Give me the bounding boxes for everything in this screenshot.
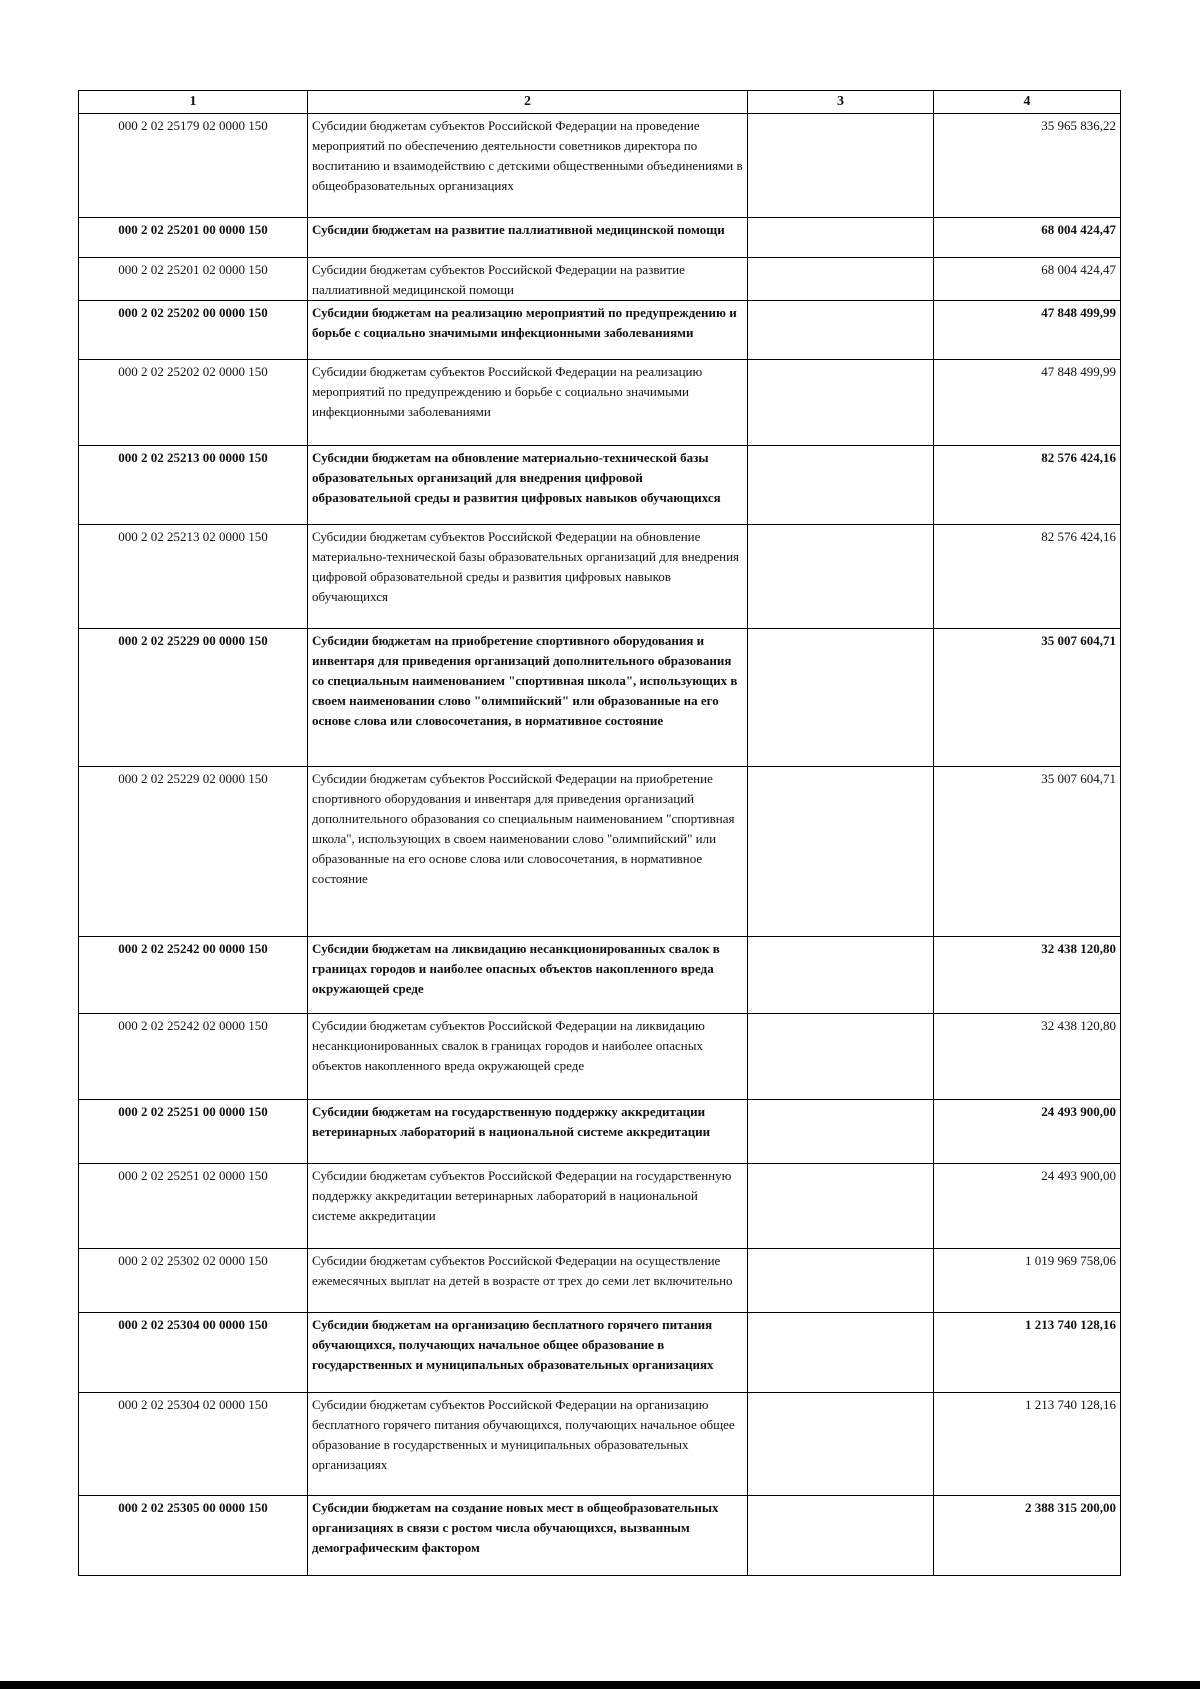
table-row: [79, 258, 1121, 301]
description: Субсидии бюджетам субъектов Российской Федерации на реализацию мероприятий по предупреждению и борьбе с социально значимыми инфекционными заболеваниями: [308, 360, 748, 446]
table-row: [79, 301, 1121, 360]
description: Субсидии бюджетам субъектов Российской Федерации на организацию бесплатного горячего питания обучающихся, получающих начальное общее образование в государственных и муниципальных образовательных организациях: [308, 1393, 748, 1496]
amount: 68 004 424,47: [934, 258, 1121, 301]
budget-code: 000 2 02 25304 02 0000 150: [79, 1393, 308, 1496]
description: Субсидии бюджетам на приобретение спортивного оборудования и инвентаря для приведения организаций дополнительного образования со специальным наименованием "спортивная школа", использующих в своем наименовании слово "олимпийский" или образованные на его основе слова или словосочетания, в нормативное состояние: [308, 629, 748, 767]
amount: 35 965 836,22: [934, 114, 1121, 218]
budget-code: 000 2 02 25305 00 0000 150: [79, 1496, 308, 1576]
header-col-2: 2: [308, 91, 748, 114]
column-3-cell: [748, 301, 934, 360]
amount: 82 576 424,16: [934, 525, 1121, 629]
amount: 82 576 424,16: [934, 446, 1121, 525]
description: Субсидии бюджетам субъектов Российской Федерации на приобретение спортивного оборудования и инвентаря для приведения организаций дополнительного образования со специальным наименованием "спортивная школа", использующих в своем наименовании слово "олимпийский" или образованные на его основе слова или словосочетания, в нормативное состояние: [308, 767, 748, 937]
description: Субсидии бюджетам на организацию бесплатного горячего питания обучающихся, получающих начальное общее образование в государственных и муниципальных образовательных организациях: [308, 1313, 748, 1393]
amount: 1 213 740 128,16: [934, 1393, 1121, 1496]
budget-code: 000 2 02 25201 00 0000 150: [79, 218, 308, 258]
header-col-1: 1: [79, 91, 308, 114]
column-3-cell: [748, 629, 934, 767]
budget-code: 000 2 02 25201 02 0000 150: [79, 258, 308, 301]
description: Субсидии бюджетам субъектов Российской Федерации на обновление материально-технической базы образовательных организаций для внедрения цифровой образовательной среды и развития цифровых навыков обучающихся: [308, 525, 748, 629]
table-row: [79, 629, 1121, 767]
description: Субсидии бюджетам субъектов Российской Федерации на ликвидацию несанкционированных свалок в границах городов и наиболее опасных объектов накопленного вреда окружающей среде: [308, 1014, 748, 1100]
column-3-cell: [748, 767, 934, 937]
budget-code: 000 2 02 25229 02 0000 150: [79, 767, 308, 937]
column-3-cell: [748, 114, 934, 218]
table-row: [79, 1496, 1121, 1576]
column-3-cell: [748, 258, 934, 301]
amount: 24 493 900,00: [934, 1100, 1121, 1164]
table-row: [79, 1313, 1121, 1393]
budget-code: 000 2 02 25202 02 0000 150: [79, 360, 308, 446]
amount: 47 848 499,99: [934, 360, 1121, 446]
amount: 1 213 740 128,16: [934, 1313, 1121, 1393]
amount: 24 493 900,00: [934, 1164, 1121, 1249]
amount: 68 004 424,47: [934, 218, 1121, 258]
header-col-4: 4: [934, 91, 1121, 114]
amount: 35 007 604,71: [934, 629, 1121, 767]
description: Субсидии бюджетам на развитие паллиативной медицинской помощи: [308, 218, 748, 258]
table-row: [79, 937, 1121, 1014]
budget-code: 000 2 02 25304 00 0000 150: [79, 1313, 308, 1393]
table-row: [79, 446, 1121, 525]
amount: 32 438 120,80: [934, 1014, 1121, 1100]
description: Субсидии бюджетам на ликвидацию несанкционированных свалок в границах городов и наиболее опасных объектов накопленного вреда окружающей среде: [308, 937, 748, 1014]
header-col-3: 3: [748, 91, 934, 114]
column-3-cell: [748, 1393, 934, 1496]
budget-code: 000 2 02 25202 00 0000 150: [79, 301, 308, 360]
amount: 2 388 315 200,00: [934, 1496, 1121, 1576]
budget-code: 000 2 02 25229 00 0000 150: [79, 629, 308, 767]
budget-code: 000 2 02 25213 02 0000 150: [79, 525, 308, 629]
description: Субсидии бюджетам субъектов Российской Федерации на государственную поддержку аккредитации ветеринарных лабораторий в национальной системе аккредитации: [308, 1164, 748, 1249]
table-row: [79, 1249, 1121, 1313]
table-row: [79, 525, 1121, 629]
header-row: [79, 91, 1121, 114]
table-row: [79, 360, 1121, 446]
column-3-cell: [748, 360, 934, 446]
table-row: [79, 1100, 1121, 1164]
column-3-cell: [748, 1249, 934, 1313]
description: Субсидии бюджетам субъектов Российской Федерации на проведение мероприятий по обеспечению деятельности советников директора по воспитанию и взаимодействию с детскими общественными объединениями в общеобразовательных организациях: [308, 114, 748, 218]
budget-code: 000 2 02 25251 00 0000 150: [79, 1100, 308, 1164]
column-3-cell: [748, 1164, 934, 1249]
column-3-cell: [748, 446, 934, 525]
table-row: [79, 1014, 1121, 1100]
amount: 1 019 969 758,06: [934, 1249, 1121, 1313]
column-3-cell: [748, 1014, 934, 1100]
budget-code: 000 2 02 25179 02 0000 150: [79, 114, 308, 218]
description: Субсидии бюджетам субъектов Российской Федерации на осуществление ежемесячных выплат на детей в возрасте от трех до семи лет включительно: [308, 1249, 748, 1313]
column-3-cell: [748, 218, 934, 258]
column-3-cell: [748, 1100, 934, 1164]
budget-code: 000 2 02 25242 00 0000 150: [79, 937, 308, 1014]
table-body: [79, 114, 1121, 1576]
description: Субсидии бюджетам на реализацию мероприятий по предупреждению и борьбе с социально значимыми инфекционными заболеваниями: [308, 301, 748, 360]
column-3-cell: [748, 525, 934, 629]
description: Субсидии бюджетам на государственную поддержку аккредитации ветеринарных лабораторий в национальной системе аккредитации: [308, 1100, 748, 1164]
amount: 32 438 120,80: [934, 937, 1121, 1014]
table-row: [79, 1164, 1121, 1249]
table-row: [79, 114, 1121, 218]
budget-code: 000 2 02 25251 02 0000 150: [79, 1164, 308, 1249]
column-3-cell: [748, 937, 934, 1014]
scan-bottom-edge: [0, 1681, 1200, 1689]
column-3-cell: [748, 1313, 934, 1393]
table-row: [79, 767, 1121, 937]
budget-code: 000 2 02 25213 00 0000 150: [79, 446, 308, 525]
budget-code: 000 2 02 25302 02 0000 150: [79, 1249, 308, 1313]
table-row: [79, 1393, 1121, 1496]
budget-code: 000 2 02 25242 02 0000 150: [79, 1014, 308, 1100]
description: Субсидии бюджетам субъектов Российской Федерации на развитие паллиативной медицинской помощи: [308, 258, 748, 301]
description: Субсидии бюджетам на создание новых мест в общеобразовательных организациях в связи с ростом числа обучающихся, вызванным демографическим фактором: [308, 1496, 748, 1576]
column-3-cell: [748, 1496, 934, 1576]
amount: 47 848 499,99: [934, 301, 1121, 360]
table-row: [79, 218, 1121, 258]
amount: 35 007 604,71: [934, 767, 1121, 937]
description: Субсидии бюджетам на обновление материально-технической базы образовательных организаций для внедрения цифровой образовательной среды и развития цифровых навыков обучающихся: [308, 446, 748, 525]
budget-table: [78, 90, 1121, 1576]
